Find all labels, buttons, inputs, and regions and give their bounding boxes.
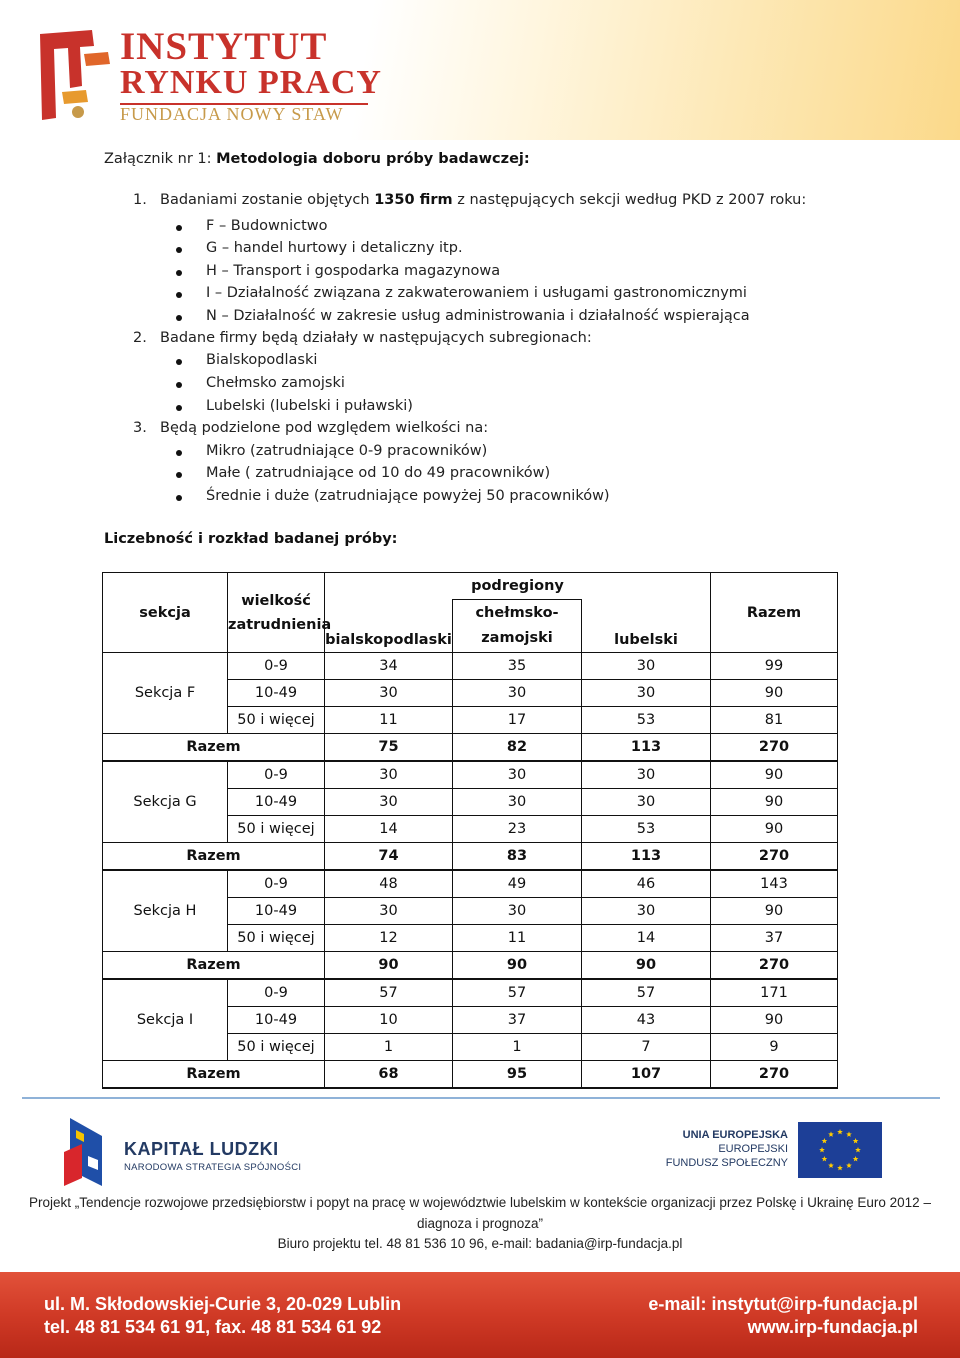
value-cell: 7	[582, 1034, 711, 1061]
value-cell: 81	[711, 707, 838, 734]
value-cell: 90	[711, 761, 838, 789]
value-cell: 37	[711, 925, 838, 952]
value-cell: 17	[453, 707, 582, 734]
bullet-icon	[176, 225, 182, 231]
total-value-cell: 270	[711, 952, 838, 980]
eu-label-line2: EUROPEJSKI	[718, 1143, 788, 1155]
size-class-cell: 50 i więcej	[228, 816, 325, 843]
bullet-text: H – Transport i gospodarka magazynowa	[206, 263, 501, 279]
value-cell: 10	[325, 1007, 453, 1034]
size-class-cell: 10-49	[228, 680, 325, 707]
bullet-text: F – Budownictwo	[206, 218, 328, 234]
value-cell: 30	[582, 761, 711, 789]
value-cell: 11	[453, 925, 582, 952]
size-class-cell: 0-9	[228, 870, 325, 898]
size-class-cell: 50 i więcej	[228, 925, 325, 952]
total-label-cell: Razem	[103, 952, 325, 980]
bullet-text: Małe ( zatrudniające od 10 do 49 pracowników)	[206, 465, 551, 481]
bullet-text: Chełmsko zamojski	[206, 375, 345, 391]
total-value-cell: 82	[453, 734, 582, 762]
total-value-cell: 95	[453, 1061, 582, 1089]
size-class-cell: 50 i więcej	[228, 1034, 325, 1061]
logo-text-instytut: INSTYTUT	[120, 25, 328, 68]
value-cell: 14	[582, 925, 711, 952]
eu-flag-icon	[798, 1122, 882, 1178]
header-wielkosc-line2: zatrudnienia	[228, 616, 332, 633]
section-name-cell: Sekcja H	[103, 870, 228, 952]
bullet-icon	[176, 247, 182, 253]
total-value-cell: 74	[325, 843, 453, 871]
annex-prefix: Załącznik nr 1:	[104, 151, 217, 167]
header-lubelski: lubelski	[582, 600, 711, 653]
value-cell: 90	[711, 680, 838, 707]
footer-contact-band	[0, 1272, 960, 1358]
annex-title: Metodologia doboru próby badawczej:	[216, 151, 530, 167]
bullet-icon	[176, 292, 182, 298]
kapital-ludzki-logo-icon	[62, 1116, 104, 1190]
total-value-cell: 113	[582, 734, 711, 762]
value-cell: 30	[325, 898, 453, 925]
value-cell: 57	[453, 979, 582, 1007]
size-class-cell: 10-49	[228, 898, 325, 925]
header-razem: Razem	[711, 573, 838, 653]
value-cell: 46	[582, 870, 711, 898]
table-row	[103, 979, 838, 1007]
value-cell: 30	[453, 789, 582, 816]
value-cell: 53	[582, 816, 711, 843]
value-cell: 99	[711, 653, 838, 680]
value-cell: 90	[711, 816, 838, 843]
logo-text-rynku-pracy: RYNKU PRACY	[120, 64, 382, 101]
bullet-icon	[176, 472, 182, 478]
kapital-ludzki-title: KAPITAŁ LUDZKI	[124, 1139, 279, 1159]
bullet-text: N – Działalność w zakresie usług administrowania i działalność wspierająca	[206, 308, 750, 324]
value-cell: 14	[325, 816, 453, 843]
size-class-cell: 10-49	[228, 1007, 325, 1034]
header-chelmsko-line2: zamojski	[481, 630, 553, 646]
table-body	[103, 653, 838, 1089]
table-row	[103, 761, 838, 789]
value-cell: 30	[582, 789, 711, 816]
value-cell: 171	[711, 979, 838, 1007]
total-value-cell: 75	[325, 734, 453, 762]
institute-email: e-mail: instytut@irp-fundacja.pl	[648, 1294, 918, 1314]
institute-address: ul. M. Skłodowskiej-Curie 3, 20-029 Lublin	[44, 1294, 402, 1314]
table-heading: Liczebność i rozkład badanej próby:	[104, 531, 398, 547]
total-value-cell: 90	[582, 952, 711, 980]
logo-text-fundacja: FUNDACJA NOWY STAW	[120, 104, 344, 124]
eu-label-line1: UNIA EUROPEJSKA	[682, 1129, 788, 1141]
header-podregiony: podregiony	[325, 573, 711, 600]
total-label-cell: Razem	[103, 734, 325, 762]
value-cell: 30	[582, 898, 711, 925]
size-class-cell: 0-9	[228, 653, 325, 680]
value-cell: 30	[453, 761, 582, 789]
section-name-cell: Sekcja G	[103, 761, 228, 843]
instytut-logo-icon	[34, 26, 114, 126]
project-description: Projekt „Tendencje rozwojowe przedsiębiorstw i popyt na pracę w województwie lubelskim w kontekście organizacji przez Polskę i Ukrainę Euro 2012 –	[29, 1195, 931, 1210]
bullet-icon	[176, 270, 182, 276]
item1-text-bold: 1350 firm	[374, 192, 453, 208]
total-label-cell: Razem	[103, 843, 325, 871]
size-class-cell: 50 i więcej	[228, 707, 325, 734]
bullet-text: Lubelski (lubelski i puławski)	[206, 398, 413, 414]
value-cell: 34	[325, 653, 453, 680]
total-value-cell: 107	[582, 1061, 711, 1089]
bullet-text: Średnie i duże (zatrudniające powyżej 50 pracowników)	[206, 488, 610, 504]
section-name-cell: Sekcja F	[103, 653, 228, 734]
value-cell: 90	[711, 1007, 838, 1034]
header-sekcja: sekcja	[103, 573, 228, 653]
header-chelmsko-zamojski	[453, 600, 582, 653]
table-total-row	[103, 734, 838, 762]
value-cell: 30	[325, 761, 453, 789]
institute-website: www.irp-fundacja.pl	[747, 1317, 918, 1337]
table-row	[103, 653, 838, 680]
value-cell: 53	[582, 707, 711, 734]
header-wielkosc	[228, 573, 332, 653]
list-item-number: 2.	[133, 330, 147, 346]
value-cell: 1	[325, 1034, 453, 1061]
section-name-cell: Sekcja I	[103, 979, 228, 1061]
kapital-ludzki-subtitle: NARODOWA STRATEGIA SPÓJNOŚCI	[124, 1162, 302, 1173]
value-cell: 57	[582, 979, 711, 1007]
value-cell: 57	[325, 979, 453, 1007]
total-value-cell: 113	[582, 843, 711, 871]
bullet-icon	[176, 359, 182, 365]
size-class-cell: 10-49	[228, 789, 325, 816]
header-bialskopodlaski: bialskopodlaski	[325, 600, 453, 653]
value-cell: 48	[325, 870, 453, 898]
total-value-cell: 270	[711, 843, 838, 871]
value-cell: 30	[582, 653, 711, 680]
sample-distribution-table	[102, 572, 838, 1089]
bullet-text: I – Działalność związana z zakwaterowaniem i usługami gastronomicznymi	[206, 285, 747, 301]
value-cell: 49	[453, 870, 582, 898]
value-cell: 12	[325, 925, 453, 952]
value-cell: 30	[582, 680, 711, 707]
value-cell: 30	[325, 680, 453, 707]
header-wielkosc-line1: wielkość	[241, 592, 311, 609]
value-cell: 143	[711, 870, 838, 898]
list-item-text	[160, 192, 806, 208]
bullet-icon	[176, 450, 182, 456]
value-cell: 1	[453, 1034, 582, 1061]
header-chelmsko-line1: chełmsko-	[475, 605, 559, 621]
value-cell: 11	[325, 707, 453, 734]
bullet-icon	[176, 382, 182, 388]
table-row	[103, 870, 838, 898]
list-item-number: 3.	[133, 420, 147, 436]
total-value-cell: 270	[711, 1061, 838, 1089]
value-cell: 90	[711, 898, 838, 925]
size-class-cell: 0-9	[228, 761, 325, 789]
bullet-text: Bialskopodlaski	[206, 352, 318, 368]
bullet-text: G – handel hurtowy i detaliczny itp.	[206, 240, 463, 256]
footer-divider	[22, 1097, 940, 1099]
value-cell: 30	[453, 680, 582, 707]
total-value-cell: 270	[711, 734, 838, 762]
total-value-cell: 68	[325, 1061, 453, 1089]
list-item-number: 1.	[133, 192, 147, 208]
table-total-row	[103, 1061, 838, 1089]
value-cell: 30	[453, 898, 582, 925]
size-class-cell: 0-9	[228, 979, 325, 1007]
table-total-row	[103, 952, 838, 980]
value-cell: 30	[325, 789, 453, 816]
total-value-cell: 83	[453, 843, 582, 871]
value-cell: 43	[582, 1007, 711, 1034]
institute-phones: tel. 48 81 534 61 91, fax. 48 81 534 61 92	[44, 1317, 382, 1337]
total-label-cell: Razem	[103, 1061, 325, 1089]
annex-heading	[104, 151, 530, 167]
project-description-continued: diagnoza i prognoza”	[416, 1216, 544, 1231]
value-cell: 90	[711, 789, 838, 816]
bullet-icon	[176, 495, 182, 501]
item1-text-post: z następujących sekcji według PKD z 2007 roku:	[452, 192, 807, 208]
bullet-text: Mikro (zatrudniające 0-9 pracowników)	[206, 443, 488, 459]
project-office-contact: Biuro projektu tel. 48 81 536 10 96, e-mail: badania@irp-fundacja.pl	[277, 1236, 683, 1251]
table-total-row	[103, 843, 838, 871]
eu-label-line3: FUNDUSZ SPOŁECZNY	[665, 1157, 788, 1169]
list-item-text: Badane firmy będą działały w następujących subregionach:	[160, 330, 592, 346]
total-value-cell: 90	[453, 952, 582, 980]
value-cell: 37	[453, 1007, 582, 1034]
value-cell: 9	[711, 1034, 838, 1061]
bullet-icon	[176, 315, 182, 321]
value-cell: 23	[453, 816, 582, 843]
list-item-text: Będą podzielone pod względem wielkości na:	[160, 420, 489, 436]
total-value-cell: 90	[325, 952, 453, 980]
value-cell: 35	[453, 653, 582, 680]
item1-text-pre: Badaniami zostanie objętych	[160, 192, 375, 208]
bullet-icon	[176, 405, 182, 411]
